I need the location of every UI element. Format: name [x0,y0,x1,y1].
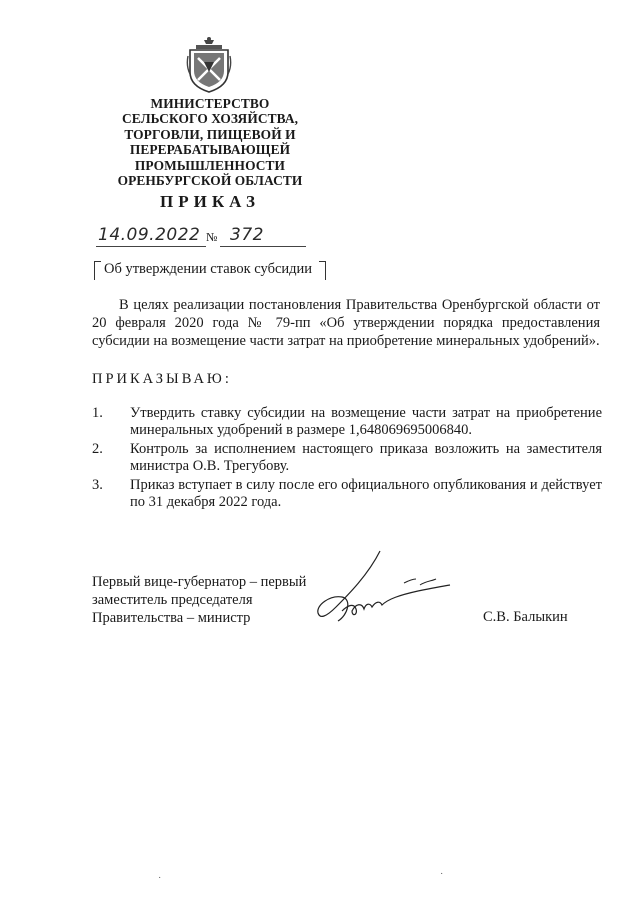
item-text: Приказ вступает в силу после его официального опубликования и действует по 31 декабря 2022 года. [130,477,602,510]
ministry-name-line: ТОРГОВЛИ, ПИЩЕВОЙ И [124,126,296,142]
subject-text: Об утверждении ставок субсидии [104,261,313,277]
document-type-title: ПРИКАЗ [160,192,260,211]
handwritten-number: 372 [230,225,264,245]
preamble-paragraph: В целях реализации постановления Правительства Оренбургской области от 20 февраля 2020 года № 79-пп «Об утверждении порядка предоставления субсидии на возмещение части затрат на приобретение минеральных удобрений». [92,297,600,349]
date-underline [96,246,206,247]
handwritten-signature [308,545,458,635]
ministry-name-line: ПРОМЫШЛЕННОСТИ [134,157,286,173]
ministry-name-line: ПЕРЕРАБАТЫВАЮЩЕЙ [129,142,291,158]
subject-bracket-left [94,261,101,280]
subject-bracket-right [319,261,326,280]
signer-position-line: Первый вице-губернатор – первый [92,574,307,590]
signer-position-line: Правительства – министр [92,610,251,626]
list-item [92,441,602,475]
order-heading: ПРИКАЗЫВАЮ: [92,371,232,387]
ministry-name-line: ОРЕНБУРГСКОЙ ОБЛАСТИ [117,173,303,189]
coat-of-arms-emblem [186,36,232,96]
number-sign: № [206,230,218,244]
ministry-name-line: СЕЛЬСКОГО ХОЗЯЙСТВА, [121,111,299,127]
signer-position-line: заместитель председателя [92,592,253,608]
number-underline [220,246,306,247]
handwritten-date: 14.09.2022 [98,225,201,245]
signer-name: С.В. Балыкин [483,609,568,625]
order-items-list [92,405,602,513]
subject-block [94,258,326,282]
list-item [92,405,602,439]
scan-mark: ˙ [440,872,444,883]
item-text: Контроль за исполнением настоящего приказа возложить на заместителя министра О.В. Трегубову. [130,441,602,474]
list-item [92,477,602,511]
ministry-name [100,96,320,188]
item-number: 3. [92,477,103,493]
item-text: Утвердить ставку субсидии на возмещение части затрат на приобретение минеральных удобрений в размере 1,648069695006840. [130,405,602,438]
item-number: 2. [92,441,103,457]
item-number: 1. [92,405,103,421]
signer-position [92,573,322,627]
date-number-row [96,224,316,250]
scan-mark: ˙ [158,876,162,887]
ministry-name-line: МИНИСТЕРСТВО [150,96,270,111]
